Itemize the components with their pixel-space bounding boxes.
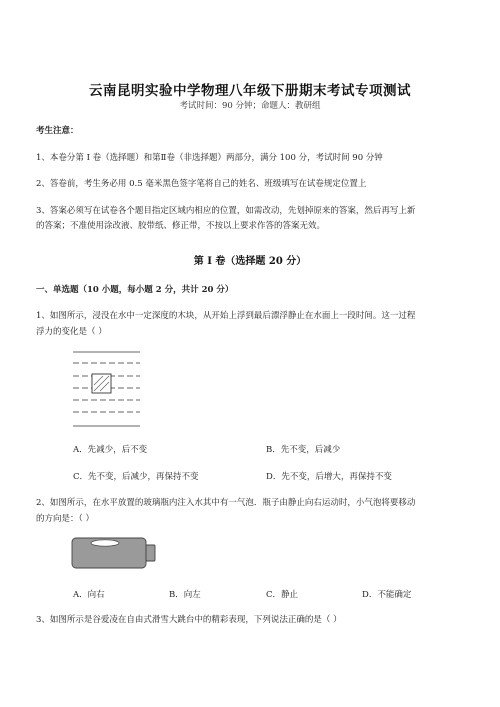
question-1-line-1: 1、如图所示，浸没在水中一定深度的木块，从开始上浮到最后漂浮静止在水面上一段时间。这一过程 xyxy=(36,311,416,321)
question-1-option-d[interactable]: D．先不变，后增大，再保持不变 xyxy=(266,472,392,482)
question-2-option-c[interactable]: C．静止 xyxy=(266,590,299,600)
exam-subtitle: 考试时间：90 分钟；命题人：教研组 xyxy=(179,101,321,111)
question-2-line-1: 2、如图所示，在水平放置的玻璃瓶内注入水其中有一气泡．瓶子由静止向右运动时，小气泡将要移动 xyxy=(36,498,416,508)
question-2-option-b[interactable]: B．向左 xyxy=(169,590,201,600)
question-1-option-c[interactable]: C．先不变，后减少，再保持不变 xyxy=(73,472,199,482)
notice-item-1: 1、本卷分第 I 卷（选择题）和第Ⅱ卷（非选择题）两部分，满分 100 分，考试时间 90 分钟 xyxy=(36,153,383,163)
notice-item-3-line-2: 的答案；不准使用涂改液、胶带纸、修正带，不按以上要求作答的答案无效。 xyxy=(36,221,326,231)
question-1-figure xyxy=(70,348,150,430)
notice-heading: 考生注意： xyxy=(36,126,79,136)
question-3-line-1: 3、如图所示是谷爱凌在自由式滑雪大跳台中的精彩表现，下列说法正确的是（ ） xyxy=(36,615,342,625)
air-bubble xyxy=(91,540,119,546)
exam-title: 云南昆明实验中学物理八年级下册期末考试专项测试 xyxy=(89,83,411,99)
question-2-bottle-figure xyxy=(70,536,160,572)
section-title: 第 I 卷（选择题 20 分） xyxy=(193,256,307,267)
bottle-neck xyxy=(146,545,155,561)
question-1-line-2: 浮力的变化是（ ） xyxy=(36,327,107,337)
question-2-option-a[interactable]: A．向右 xyxy=(73,590,105,600)
question-1-option-b[interactable]: B．先不变，后减少 xyxy=(266,445,341,455)
notice-item-3-line-1: 3、答案必须写在试卷各个题目指定区域内相应的位置，如需改动，先划掉原来的答案，然后再写上新 xyxy=(36,206,416,216)
notice-item-2: 2、答卷前，考生务必用 0.5 毫米黑色签字笔将自己的姓名、班级填写在试卷规定位置上 xyxy=(36,179,367,189)
question-2-line-2: 的方向是：（ ） xyxy=(36,514,94,524)
question-1-option-a[interactable]: A．先减少，后不变 xyxy=(73,445,148,455)
question-2-option-d[interactable]: D．不能确定 xyxy=(362,590,412,600)
part-heading: 一、单选题（10 小题，每小题 2 分，共计 20 分） xyxy=(36,285,234,295)
